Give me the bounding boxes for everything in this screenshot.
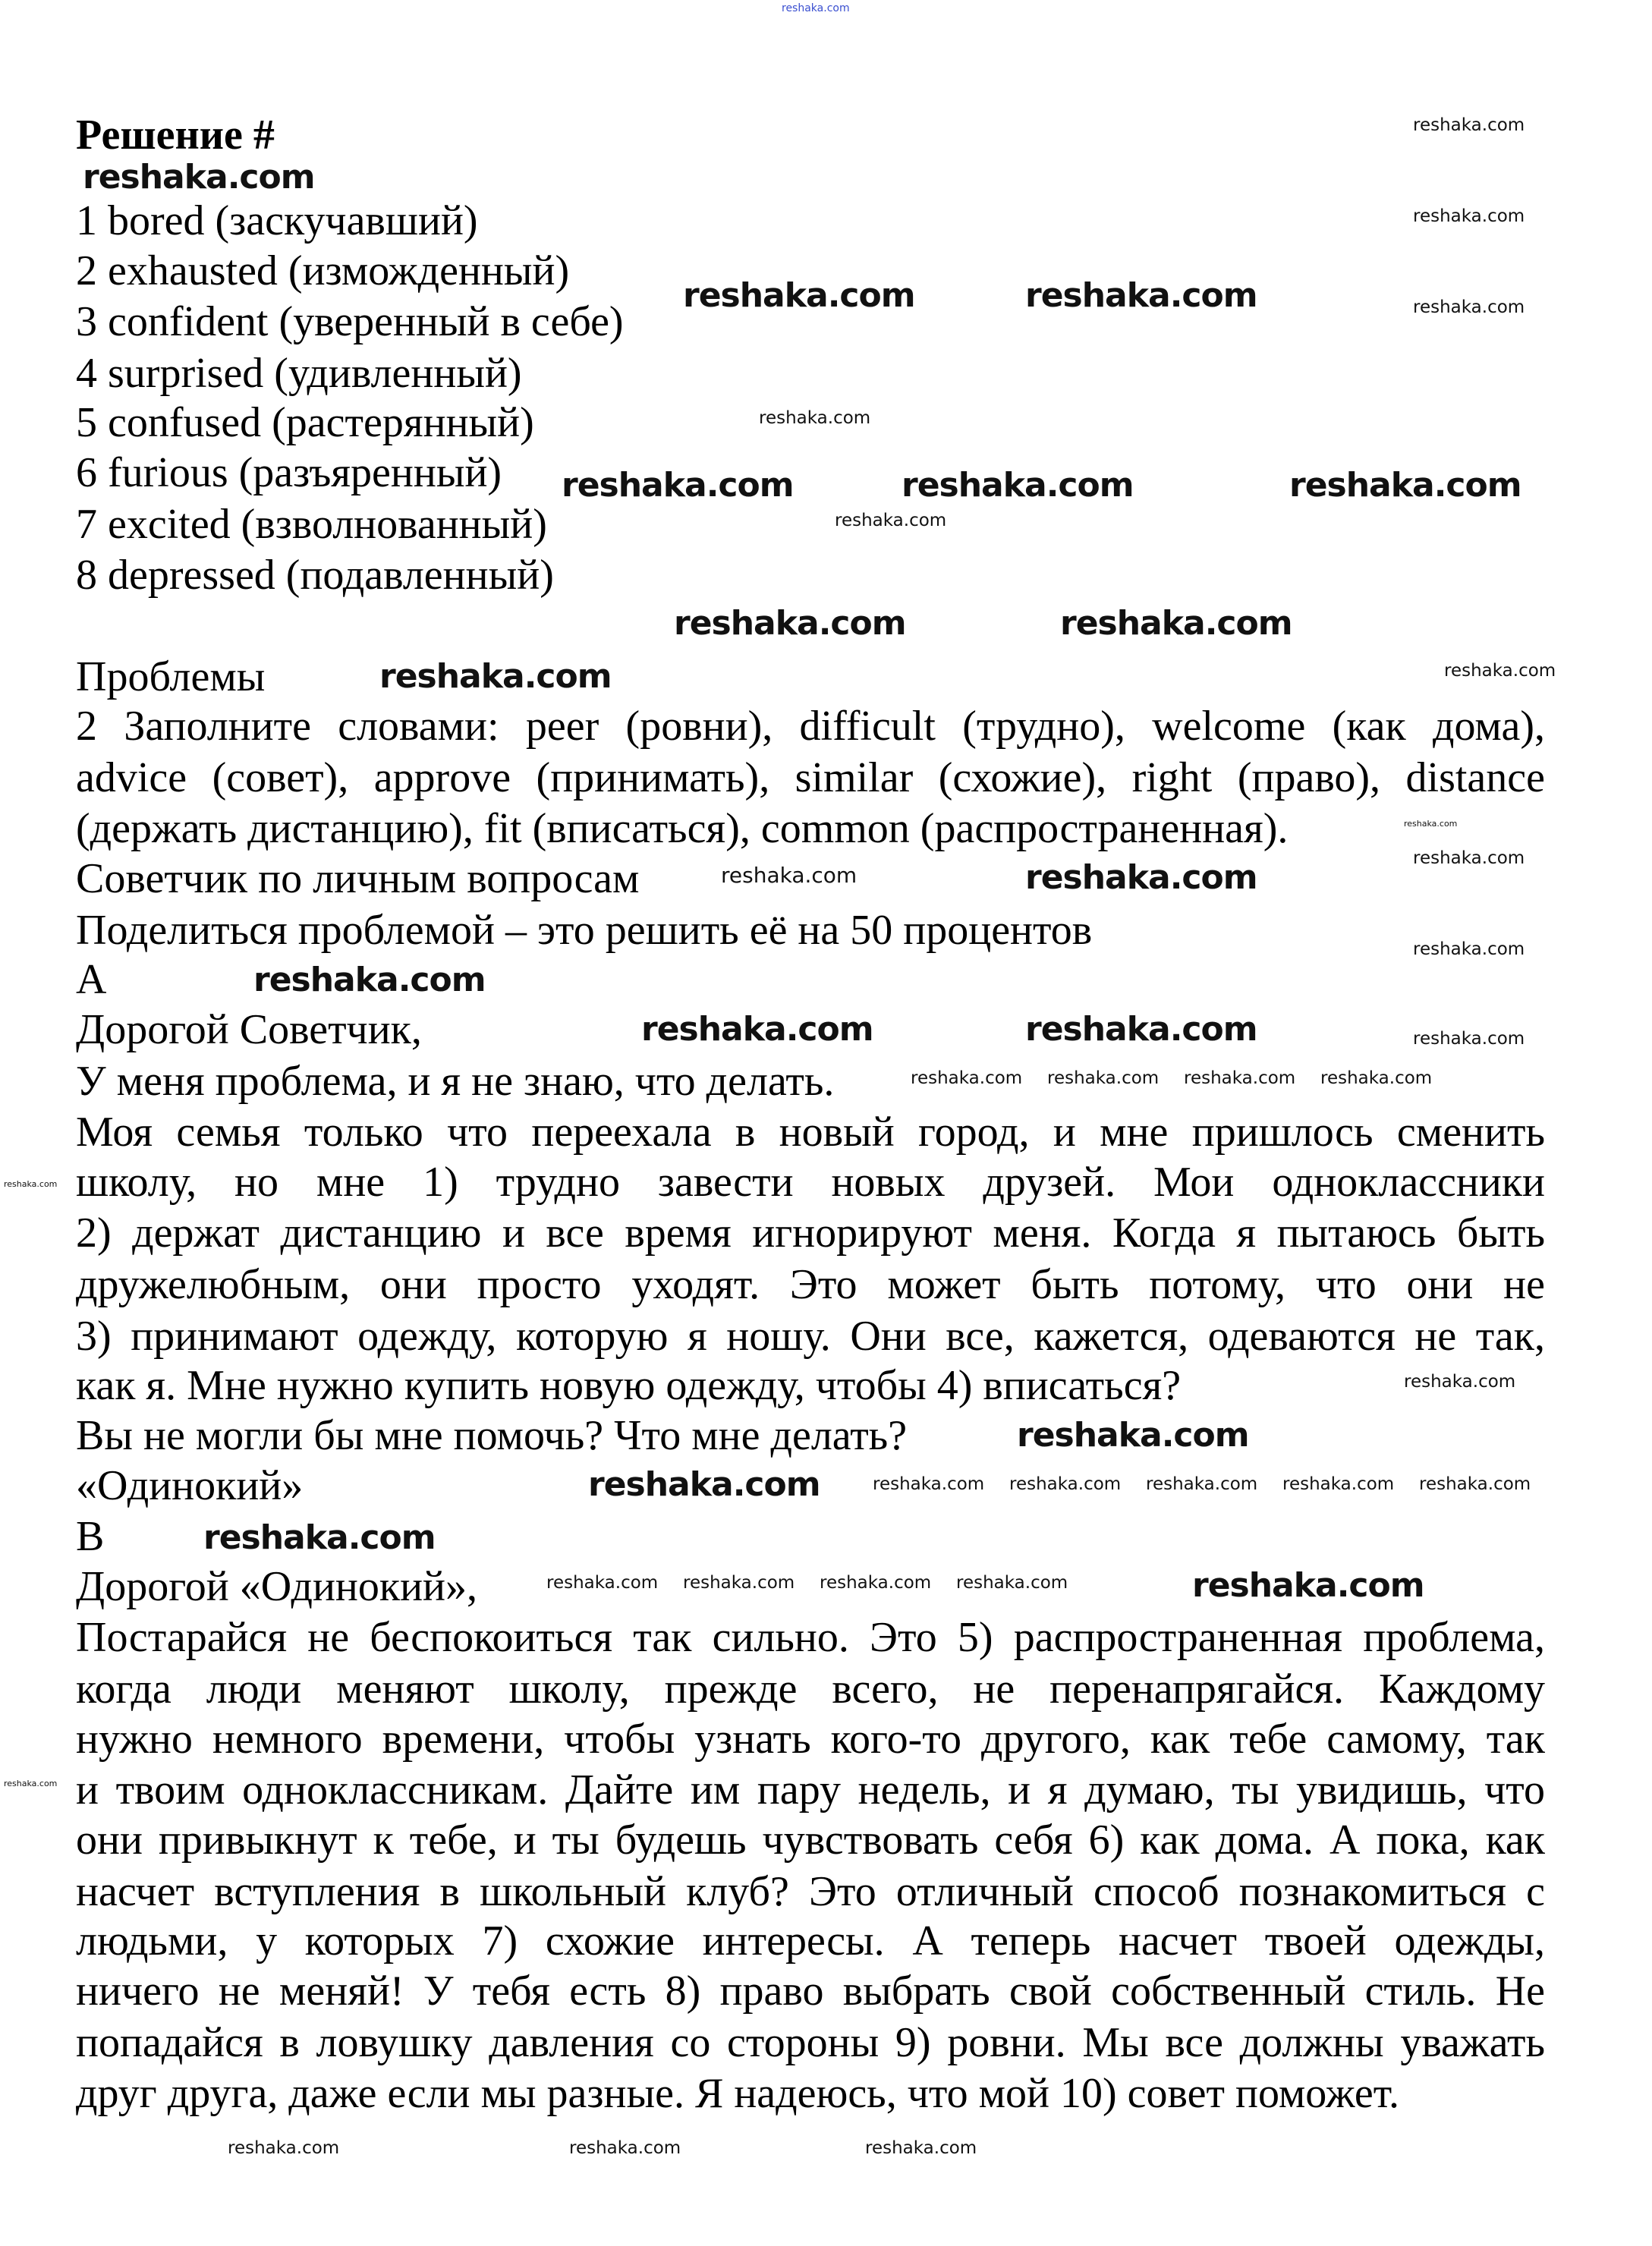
watermark: reshaka.com xyxy=(203,1518,436,1557)
watermark: reshaka.com xyxy=(1413,115,1525,135)
list-item: 3 confident (уверенный в себе) xyxy=(76,298,624,345)
letter-a-line: как я. Мне нужно купить новую одежду, чтобы 4) вписаться? xyxy=(76,1362,1182,1409)
letter-b-line: попадайся в ловушку давления со стороны 9) ровни. Мы все должны уважать xyxy=(76,2019,1545,2066)
letter-a-line: У меня проблема, и я не знаю, что делать. xyxy=(76,1058,835,1105)
watermark: reshaka.com xyxy=(1404,1372,1516,1392)
solution-title: Решение # xyxy=(76,112,275,159)
watermark: reshaka.com xyxy=(562,466,794,505)
watermark: reshaka.com xyxy=(956,1573,1068,1593)
watermark: reshaka.com xyxy=(379,657,612,696)
watermark: reshaka.com xyxy=(1017,1416,1249,1455)
list-item: 4 surprised (удивленный) xyxy=(76,350,522,397)
watermark: reshaka.com xyxy=(683,1573,795,1593)
letter-b-line: людьми, у которых 7) схожие интересы. А теперь насчет твоей одежды, xyxy=(76,1917,1545,1964)
list-item: 5 confused (растерянный) xyxy=(76,399,534,446)
watermark: reshaka.com xyxy=(1419,1474,1531,1494)
watermark: reshaka.com xyxy=(1060,604,1292,643)
watermark: reshaka.com xyxy=(641,1010,873,1049)
watermark: reshaka.com xyxy=(865,2138,977,2158)
watermark: reshaka.com xyxy=(782,2,850,14)
watermark: reshaka.com xyxy=(228,2138,340,2158)
watermark: reshaka.com xyxy=(1025,1010,1257,1049)
watermark: reshaka.com xyxy=(683,276,915,315)
letter-b-line: и твоим одноклассникам. Дайте им пару недель, и я думаю, ты увидишь, что xyxy=(76,1766,1545,1813)
task-line: advice (совет), approve (принимать), similar (схожие), right (право), distance xyxy=(76,754,1545,801)
watermark: reshaka.com xyxy=(835,511,947,530)
column-subtitle: Поделиться проблемой – это решить её на 50 процентов xyxy=(76,907,1093,954)
problems-heading: Проблемы xyxy=(76,653,266,700)
letter-b-line: ничего не меняй! У тебя есть 8) право выбрать свой собственный стиль. Не xyxy=(76,1968,1545,2015)
watermark: reshaka.com xyxy=(1025,858,1257,897)
watermark: reshaka.com xyxy=(759,408,871,428)
letter-a-label: A xyxy=(76,956,107,1003)
letter-b-line: друг друга, даже если мы разные. Я надеюсь, что мой 10) совет поможет. xyxy=(76,2070,1399,2117)
watermark: reshaka.com xyxy=(4,1779,58,1788)
watermark: reshaka.com xyxy=(721,863,857,888)
watermark: reshaka.com xyxy=(1413,206,1525,226)
watermark: reshaka.com xyxy=(83,158,315,197)
letter-a-line: 3) принимают одежду, которую я ношу. Они все, кажется, одеваются не так, xyxy=(76,1313,1545,1360)
watermark: reshaka.com xyxy=(1192,1566,1424,1605)
watermark: reshaka.com xyxy=(1289,466,1521,505)
letter-a-line: Вы не могли бы мне помочь? Что мне делать? xyxy=(76,1412,908,1459)
list-item: 8 depressed (подавленный) xyxy=(76,552,554,599)
column-title: Советчик по личным вопросам xyxy=(76,855,640,902)
letter-a-line: школу, но мне 1) трудно завести новых друзей. Мои одноклассники xyxy=(76,1159,1545,1206)
letter-b-line: они привыкнут к тебе, и ты будешь чувствовать себя 6) как дома. А пока, как xyxy=(76,1817,1545,1864)
letter-a-line: дружелюбным, они просто уходят. Это может быть потому, что они не xyxy=(76,1261,1545,1308)
watermark: reshaka.com xyxy=(1025,276,1257,315)
watermark: reshaka.com xyxy=(1413,848,1525,868)
watermark: reshaka.com xyxy=(674,604,906,643)
task-line: (держать дистанцию), fit (вписаться), common (распространенная). xyxy=(76,805,1289,852)
watermark: reshaka.com xyxy=(1413,297,1525,317)
list-item: 2 exhausted (изможденный) xyxy=(76,247,570,294)
watermark: reshaka.com xyxy=(902,466,1134,505)
letter-a-line: 2) держат дистанцию и все время игнорируют меня. Когда я пытаюсь быть xyxy=(76,1210,1545,1257)
watermark: reshaka.com xyxy=(1413,939,1525,959)
letter-b-line: когда люди меняют школу, прежде всего, не перенапрягайся. Каждому xyxy=(76,1666,1545,1713)
watermark: reshaka.com xyxy=(873,1474,985,1494)
letter-b-line: Постарайся не беспокоиться так сильно. Это 5) распространенная проблема, xyxy=(76,1614,1545,1661)
list-item: 7 excited (взволнованный) xyxy=(76,501,547,548)
watermark: reshaka.com xyxy=(546,1573,659,1593)
list-item: 1 bored (заскучавший) xyxy=(76,197,478,244)
task-line: 2 Заполните словами: peer (ровни), difficult (трудно), welcome (как дома), xyxy=(76,703,1545,750)
letter-a-signature: «Одинокий» xyxy=(76,1462,304,1509)
letter-a-greeting: Дорогой Советчик, xyxy=(76,1006,422,1053)
watermark: reshaka.com xyxy=(569,2138,681,2158)
letter-b-greeting: Дорогой «Одинокий», xyxy=(76,1563,478,1610)
watermark: reshaka.com xyxy=(820,1573,932,1593)
watermark: reshaka.com xyxy=(911,1068,1023,1088)
watermark: reshaka.com xyxy=(1282,1474,1395,1494)
watermark: reshaka.com xyxy=(1009,1474,1122,1494)
letter-b-line: нужно немного времени, чтобы узнать кого-то другого, как тебе самому, так xyxy=(76,1716,1545,1763)
watermark: reshaka.com xyxy=(1047,1068,1160,1088)
watermark: reshaka.com xyxy=(253,961,486,999)
watermark: reshaka.com xyxy=(1320,1068,1433,1088)
watermark: reshaka.com xyxy=(1146,1474,1258,1494)
watermark: reshaka.com xyxy=(588,1465,820,1504)
letter-b-label: B xyxy=(76,1513,105,1560)
letter-a-line: Моя семья только что переехала в новый город, и мне пришлось сменить xyxy=(76,1109,1545,1156)
watermark: reshaka.com xyxy=(1444,661,1556,681)
watermark: reshaka.com xyxy=(4,1179,58,1189)
watermark: reshaka.com xyxy=(1404,819,1458,829)
watermark: reshaka.com xyxy=(1184,1068,1296,1088)
watermark: reshaka.com xyxy=(1413,1029,1525,1049)
letter-b-line: насчет вступления в школьный клуб? Это отличный способ познакомиться с xyxy=(76,1868,1545,1915)
list-item: 6 furious (разъяренный) xyxy=(76,449,502,496)
